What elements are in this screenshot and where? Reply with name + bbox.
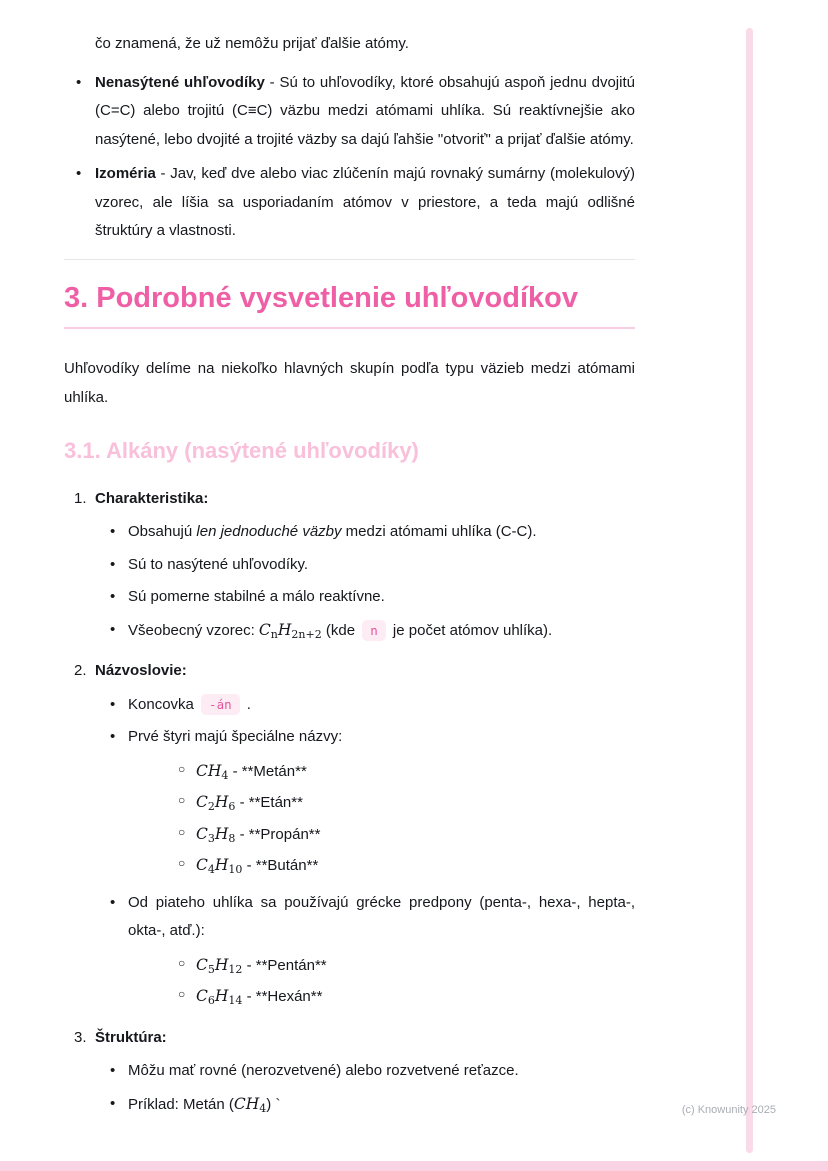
list-item: • Môžu mať rovné (nerozvetvené) alebo rozvetvené reťazce. (95, 1057, 635, 1086)
chemical-formula (196, 825, 235, 843)
formula-label: - **Metán** (228, 762, 307, 780)
formula-element: H (214, 793, 229, 812)
formula-subscript: 5 (207, 962, 215, 976)
formula-subscript: 12 (228, 962, 243, 976)
chemical-formula (196, 762, 228, 780)
text-run: medzi atómami uhlíka (C-C). (341, 523, 537, 541)
item-number: 3. (74, 1028, 87, 1046)
list-item: • Sú to nasýtené uhľovodíky. (95, 551, 635, 580)
formula-subscript: 3 (207, 831, 215, 845)
formula-subscript: n (270, 627, 278, 641)
formula-subscript: 4 (259, 1101, 267, 1115)
list-item-formula (128, 757, 635, 787)
item-title: Štruktúra: (95, 1028, 167, 1046)
section-intro-paragraph: Uhľovodíky delíme na niekoľko hlavných skupín podľa typu väzieb medzi atómami uhlíka. (64, 360, 635, 406)
list-item (95, 691, 635, 720)
formula-element: H (277, 620, 292, 639)
list-item (95, 518, 635, 547)
list-item (95, 723, 635, 881)
text-run: . (242, 695, 251, 713)
term-bold: Izoméria (95, 165, 156, 182)
formula-element: C (196, 856, 208, 875)
heading-underline (64, 327, 635, 329)
formula-subscript: 6 (228, 800, 236, 814)
special-names-list (128, 757, 635, 881)
list-item-formula (128, 982, 635, 1012)
formula-element: H (207, 761, 222, 780)
formula-element: H (214, 987, 229, 1006)
formula-element: C (258, 620, 271, 639)
term-definition: - Sú to uhľovodíky, ktoré obsahujú aspoň jednu dvojitú (C=C) alebo trojitú (C≡C) väzbu medzi atómami uhlíka. Sú reaktívnejšie ako nasýtené, lebo dvojité a trojité väzby sa dajú ľahšie "otvoriť" a prijať ďalšie atómy. (95, 73, 635, 148)
list-item (95, 616, 635, 646)
section-heading: 3. Podrobné vysvetlenie uhľovodíkov (64, 281, 578, 314)
text-run: ) ` (266, 1095, 281, 1113)
list-item-formula (128, 951, 635, 981)
formula-subscript: 2 (207, 800, 215, 814)
formula-subscript: 10 (228, 863, 243, 877)
formula-element: C (196, 793, 208, 812)
text-run: je počet atómov uhlíka). (388, 621, 553, 639)
formula-subscript: 6 (207, 994, 215, 1008)
list-item-formula (128, 788, 635, 818)
list-item: • Sú pomerne stabilné a málo reaktívne. (95, 583, 635, 612)
formula-label: - **Bután** (242, 857, 319, 875)
list-item-nenasytene (64, 69, 635, 155)
page-bottom-band (0, 1161, 828, 1171)
chemical-formula (234, 1095, 266, 1113)
formula-element: C (196, 955, 208, 974)
formula-label: - **Pentán** (242, 956, 327, 974)
formula-element: C (196, 987, 208, 1006)
subsection-heading: 3.1. Alkány (nasýtené uhľovodíky) (64, 438, 419, 464)
list-item-formula (128, 820, 635, 850)
item-title: Názvoslovie: (95, 662, 187, 680)
paragraph-continuation: čo znamená, že už nemôžu prijať ďalšie atómy. (95, 35, 409, 52)
greek-prefix-list (128, 951, 635, 1012)
text-run: Obsahujú (128, 523, 197, 541)
chemical-formula (259, 621, 322, 639)
chemical-formula (196, 987, 243, 1008)
term-definition: - Jav, keď dve alebo viac zlúčenín majú rovnaký sumárny (molekulový) vzorec, ale líšia sa usporiadaním atómov v priestore, a teda majú odlišné štruktúry a vlastnosti. (95, 165, 635, 239)
nazvoslovie-list (95, 691, 635, 1012)
numbered-item-nazvoslovie (64, 657, 635, 1012)
formula-element: H (245, 1094, 260, 1113)
chemical-formula (196, 856, 243, 877)
inline-code: -án (201, 694, 240, 715)
chemical-formula (196, 956, 242, 974)
copyright-footer: (c) Knowunity 2025 (681, 1104, 776, 1116)
formula-subscript: 8 (228, 831, 236, 845)
text-run: Prvé štyri majú špeciálne názvy: (128, 728, 343, 746)
chemical-formula (196, 793, 236, 814)
formula-element: C (233, 1094, 246, 1113)
formula-label: - **Propán** (235, 825, 321, 843)
formula-element: H (214, 824, 229, 843)
list-item (95, 1090, 635, 1120)
item-number: 2. (74, 662, 87, 680)
formula-subscript: 14 (228, 994, 243, 1008)
item-title: Charakteristika: (95, 489, 209, 507)
list-item (95, 889, 635, 1012)
text-run: Príklad: Metán ( (128, 1095, 234, 1113)
inline-code: n (362, 620, 386, 641)
text-run: Koncovka (128, 695, 199, 713)
intro-bullet-list (64, 69, 635, 246)
text-run: Od piateho uhlíka sa používajú grécke predpony (penta-, hexa-, hepta-, okta-, atď.): (128, 893, 635, 940)
term-bold: Nenasýtené uhľovodíky (95, 73, 265, 91)
formula-subscript: 4 (221, 768, 229, 782)
document-page (64, 30, 635, 1131)
formula-subscript: 4 (207, 863, 215, 877)
text-run: (kde (321, 621, 360, 639)
list-item-formula (128, 851, 635, 881)
formula-label: - **Etán** (235, 794, 303, 812)
list-item-izomeria (64, 160, 635, 246)
section-divider (64, 259, 635, 260)
text-run: Všeobecný vzorec: (128, 621, 259, 639)
formula-element: H (214, 955, 229, 974)
numbered-item-charakteristika (64, 485, 635, 646)
formula-element: C (196, 824, 208, 843)
formula-subscript: 2n+2 (291, 627, 322, 641)
item-number: 1. (74, 489, 87, 507)
formula-label: - **Hexán** (242, 988, 323, 1006)
charakteristika-list (95, 518, 635, 645)
page-edge-stripe (746, 28, 753, 1153)
numbered-item-struktura (64, 1024, 635, 1120)
struktura-list (95, 1057, 635, 1119)
formula-element: C (196, 761, 208, 780)
formula-element: H (214, 856, 229, 875)
italic-run: len jednoduché väzby (196, 523, 342, 541)
